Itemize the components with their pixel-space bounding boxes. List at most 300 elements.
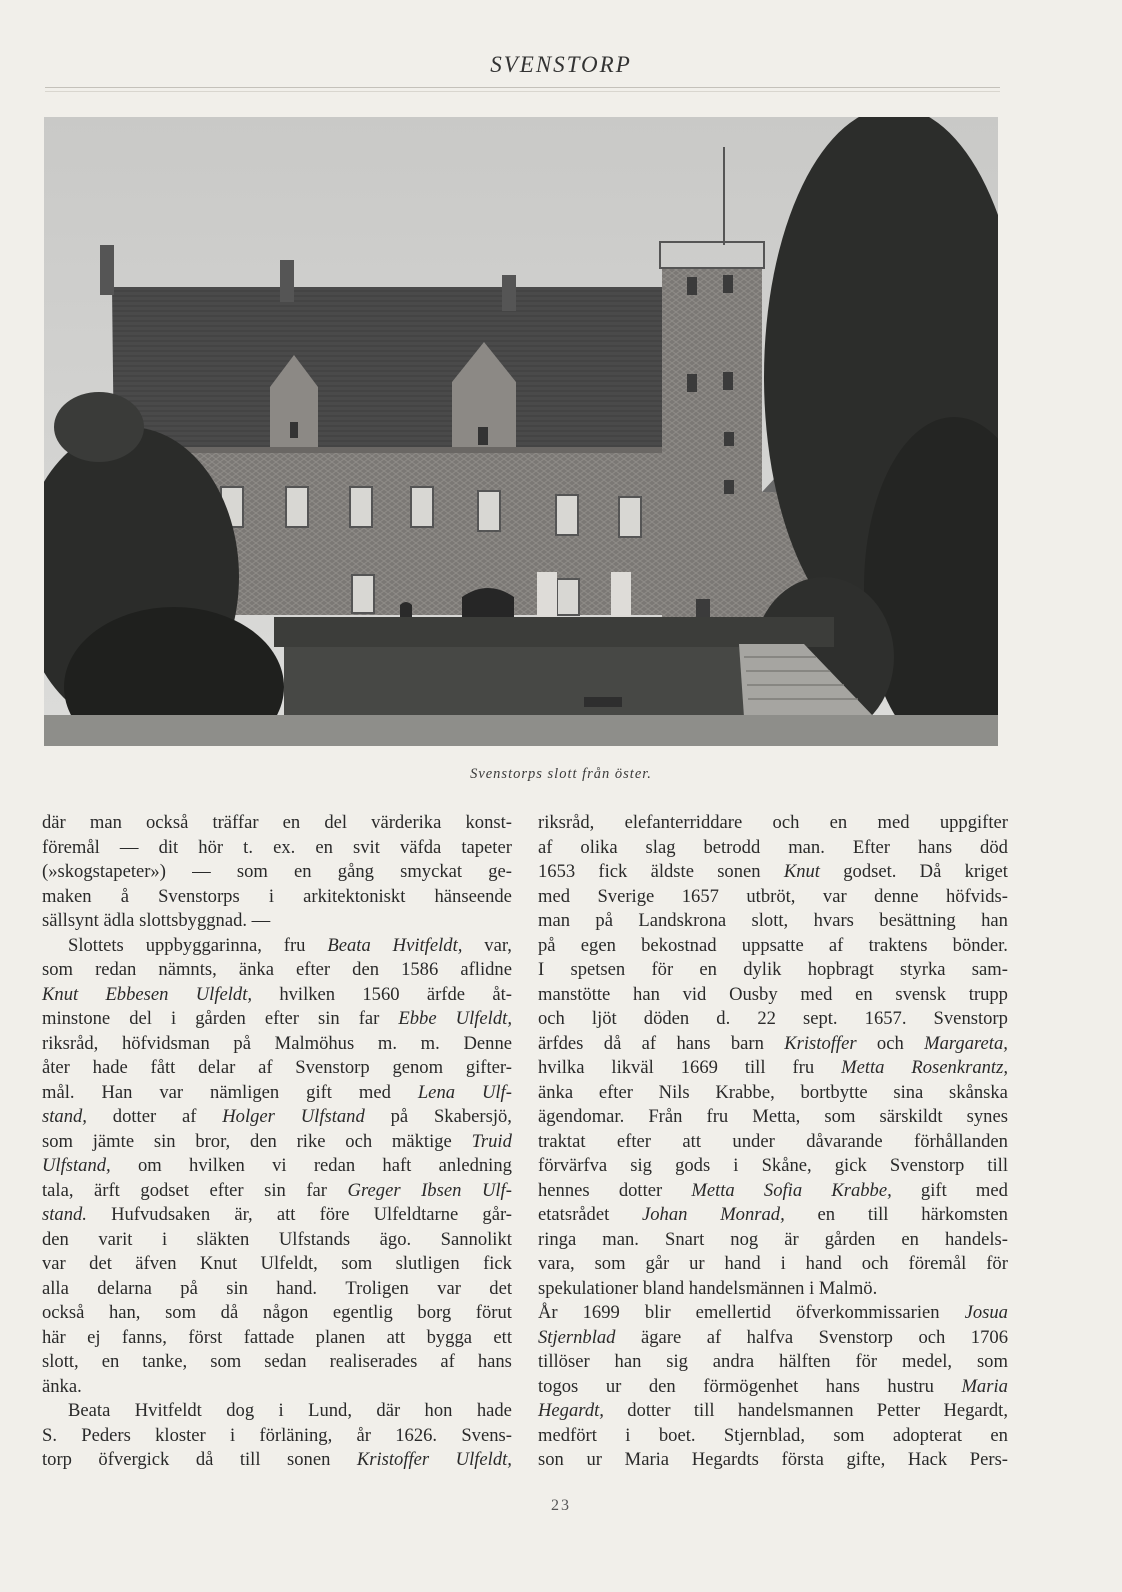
word: efter (209, 1179, 244, 1201)
word: kloster (155, 1424, 206, 1446)
word: den (249, 1130, 277, 1152)
word: med (538, 885, 571, 907)
word: i (809, 1277, 815, 1299)
word: varit (98, 1228, 133, 1250)
italic-word: Maria (961, 1375, 1008, 1397)
word: etatsrådet (538, 1204, 610, 1225)
word: haft (382, 1155, 412, 1176)
italic-word: Ulfeldt, (455, 1008, 512, 1029)
word: handels- (944, 1228, 1008, 1250)
word: spetsen (570, 959, 626, 980)
word: hvars (813, 910, 854, 931)
italic-word: stand. (42, 1204, 87, 1225)
word: och (538, 1008, 565, 1029)
word: Denne (463, 1032, 512, 1054)
word: 1560 (362, 983, 400, 1005)
word: hade (476, 1400, 512, 1421)
word: förut (475, 1302, 512, 1323)
word: blir (644, 1302, 671, 1323)
italic-word: Ulfeldt, (195, 983, 253, 1005)
italic-word: Beata (327, 934, 371, 956)
word: går- (482, 1204, 512, 1225)
word: sonen (286, 1449, 331, 1470)
word: ägare (640, 1326, 682, 1348)
word: hustru (887, 1375, 934, 1397)
text-line (538, 1056, 1008, 1081)
word: betrodd (703, 836, 761, 858)
word: sin (153, 1130, 176, 1152)
word: hans (477, 1351, 512, 1372)
word: första (781, 1449, 824, 1470)
word: döden (643, 1008, 690, 1029)
word: på (390, 1106, 409, 1127)
word: öfverkommissarien (796, 1302, 940, 1323)
italic-word: Krabbe, (831, 1179, 892, 1201)
word: i (625, 1424, 631, 1446)
word: Nils (658, 1081, 690, 1103)
castle-photograph (44, 117, 998, 746)
word: efter (296, 959, 331, 980)
text-line (538, 1399, 1008, 1424)
word: slag (645, 836, 676, 858)
word: Efter (852, 836, 891, 858)
word: besättning (879, 910, 956, 931)
word: Då (919, 861, 942, 882)
word: med (800, 983, 833, 1005)
word: gift (306, 1081, 332, 1103)
word: tapeter (461, 836, 512, 858)
word: en (699, 959, 717, 980)
word: Sverige (597, 885, 655, 907)
word: denne (874, 885, 919, 907)
word: emellertid (695, 1302, 772, 1323)
word: medel, (901, 1351, 953, 1372)
word: före (319, 1204, 350, 1225)
word: Pers- (969, 1449, 1008, 1470)
word: för (855, 1351, 878, 1372)
text-line (538, 1326, 1008, 1351)
word: ärfdes (538, 1032, 584, 1054)
word: i (171, 1008, 177, 1029)
word: till (987, 1155, 1008, 1176)
word: som (165, 1302, 197, 1323)
text-line (538, 1032, 1008, 1057)
word: trupp (968, 983, 1008, 1005)
word: hans (676, 1032, 711, 1054)
word: Beata (68, 1400, 111, 1421)
word: efter (598, 1081, 633, 1103)
italic-word: Hvitfeldt, (392, 934, 463, 956)
header-rule-secondary (45, 91, 1000, 92)
text-line (538, 836, 1008, 861)
word: det (489, 1277, 512, 1299)
word: som (976, 1351, 1008, 1372)
word: ädla (103, 910, 135, 931)
text-line (42, 1448, 512, 1473)
word: vid (682, 983, 707, 1005)
word: af (538, 836, 553, 858)
word: riksråd, (538, 812, 595, 833)
text-line (42, 958, 512, 983)
text-line (538, 1228, 1008, 1253)
word: egen (580, 934, 616, 956)
word: hans (917, 836, 953, 858)
word: dotter (618, 1179, 663, 1201)
word: uppbyggarinna, (145, 934, 262, 956)
italic-word: Ulf- (481, 1179, 512, 1201)
word: det (89, 1253, 112, 1274)
text-line (42, 1179, 512, 1204)
word: del (324, 812, 348, 833)
word: dåvarande (806, 1130, 883, 1152)
word: torp (42, 1449, 72, 1470)
word: dotter (112, 1106, 157, 1127)
word: föremål (42, 836, 100, 858)
word: Svenstorps (158, 885, 240, 907)
italic-word: Greger (347, 1179, 401, 1201)
word: var (159, 1081, 184, 1103)
word: hand (805, 1253, 842, 1274)
word: är, (234, 1204, 253, 1225)
word: medfört (538, 1424, 597, 1446)
italic-word: Stjernblad (538, 1326, 616, 1348)
word: ärfde (426, 983, 466, 1005)
word: styrka (900, 959, 946, 980)
word: förläning, (259, 1424, 333, 1446)
word: nämnts, (158, 959, 217, 980)
word: utbröt, (746, 885, 796, 907)
italic-word: Ebbesen (105, 983, 169, 1005)
word: på (538, 934, 556, 956)
word: sam- (971, 959, 1008, 980)
word: hvilka (538, 1057, 585, 1078)
word: planen (315, 1326, 366, 1348)
italic-word: Ulfstand, (42, 1155, 111, 1176)
word: man. (788, 836, 825, 858)
word: borg (417, 1302, 452, 1323)
word: släkten (196, 1228, 250, 1250)
word: där (376, 1400, 401, 1421)
word: att (386, 1326, 406, 1348)
word: Svenstorp (295, 1057, 370, 1078)
word: ärft (94, 1179, 120, 1201)
word: i (268, 885, 274, 907)
word: Ulfeldt, (260, 1253, 318, 1274)
word: bror, (195, 1130, 231, 1152)
word: slutligen (395, 1253, 460, 1274)
word: till (867, 1204, 889, 1225)
word: skånska (949, 1081, 1008, 1103)
word: Svenstorp (818, 1326, 893, 1348)
word: gifter- (465, 1057, 512, 1078)
word: 1669 (680, 1057, 718, 1078)
word: S. (42, 1424, 57, 1446)
word: Maria (624, 1449, 670, 1470)
italic-word: Holger (222, 1106, 275, 1127)
word: fru (792, 1057, 815, 1078)
word: man (538, 910, 571, 931)
word: aflidne (460, 959, 512, 980)
word: en (817, 1204, 836, 1225)
word: höfvidsman (121, 1032, 210, 1054)
word: tanke, (142, 1351, 188, 1372)
word: del (129, 1008, 152, 1029)
text-line (538, 1301, 1008, 1326)
word: han (633, 983, 660, 1005)
word: hade (92, 1057, 128, 1078)
word: År (538, 1302, 558, 1323)
text-line (42, 1375, 512, 1400)
word: Metta, (752, 1106, 801, 1127)
text-line (538, 1007, 1008, 1032)
left-text-column (42, 811, 512, 1473)
word: en (990, 1424, 1008, 1446)
word: bygga (426, 1326, 473, 1348)
word: också (145, 812, 189, 833)
word: åter (42, 1057, 70, 1078)
word: dylik (743, 959, 782, 980)
word: på (180, 1277, 198, 1299)
word: som (594, 1253, 626, 1274)
word: son (538, 1449, 564, 1470)
italic-word: Kristoffer (784, 1032, 857, 1054)
right-text-column (538, 811, 1008, 1473)
word: till (744, 1057, 766, 1078)
word: i (733, 1155, 739, 1176)
word: kriget (964, 861, 1008, 882)
word: änka (538, 1081, 574, 1103)
word: på (233, 1032, 251, 1054)
text-line (42, 836, 512, 861)
word: förhållanden (914, 1130, 1008, 1152)
text-line (42, 1105, 512, 1130)
word: halfva (746, 1326, 794, 1348)
word: Hegardts (691, 1449, 759, 1470)
text-line (538, 1081, 1008, 1106)
word: under (732, 1130, 775, 1152)
word: den (648, 1375, 676, 1397)
word: hör (198, 836, 224, 858)
word: Svenstorp (889, 1155, 965, 1176)
word: som (833, 1424, 865, 1446)
italic-word: Johan (641, 1204, 688, 1225)
word: rike (296, 1130, 326, 1152)
word: äldste (650, 861, 694, 882)
italic-word: Ulfstand (300, 1106, 365, 1127)
word: bortbytte (800, 1081, 868, 1103)
word: dit (158, 836, 179, 858)
word: af (828, 934, 844, 956)
text-line (538, 1105, 1008, 1130)
word: Malmö. (818, 1277, 878, 1299)
word: sin (226, 1277, 248, 1299)
word: anledning (438, 1155, 512, 1176)
word: Petter (876, 1400, 921, 1421)
word: ringa (538, 1228, 577, 1250)
word: I (538, 959, 545, 980)
word: en (282, 812, 301, 833)
text-line (42, 885, 512, 910)
word: sin (317, 1008, 340, 1029)
word: andra (712, 1351, 755, 1372)
word: Skabersjö, (433, 1106, 512, 1127)
word: först (188, 1326, 223, 1348)
word: med (975, 1179, 1008, 1201)
word: en (901, 1228, 919, 1250)
word: föremål (908, 1253, 967, 1274)
text-line (538, 1130, 1008, 1155)
text-line (42, 1424, 512, 1449)
word: riksråd, (42, 1032, 99, 1054)
word: Troligen (345, 1277, 409, 1299)
word: Knut (199, 1253, 238, 1274)
word: träffar (212, 812, 259, 833)
word: en (855, 983, 873, 1005)
word: m. (377, 1032, 397, 1054)
word: — (251, 910, 271, 931)
word: svensk (895, 983, 946, 1005)
word: man. (602, 1228, 639, 1250)
word: och (918, 1326, 946, 1348)
word: och (345, 1130, 373, 1152)
word: 1586 (401, 959, 439, 980)
word: handelsmannen (737, 1400, 854, 1421)
word: ur (605, 1375, 622, 1397)
word: att (682, 1130, 701, 1152)
word: han (981, 910, 1008, 931)
word: en (101, 1351, 120, 1372)
text-line (42, 1277, 512, 1302)
text-line (42, 1399, 512, 1424)
word: fru (283, 934, 306, 956)
word: som (341, 1253, 373, 1274)
word: öfvergick (98, 1449, 170, 1470)
word: konst- (465, 812, 512, 833)
word: (»skogstapeter») (42, 861, 166, 882)
word: och (772, 812, 800, 833)
word: Stjernblad, (723, 1424, 805, 1446)
word: om (137, 1155, 162, 1176)
word: fru (706, 1106, 729, 1127)
word: far (358, 1008, 380, 1029)
word: då (603, 1032, 622, 1054)
word: alla (42, 1277, 69, 1299)
word: och (876, 1032, 904, 1054)
word: af (706, 1326, 722, 1348)
word: fått (150, 1057, 176, 1078)
text-line (538, 1203, 1008, 1228)
word: förvärfva (538, 1155, 608, 1176)
word: arkitektoniskt (303, 885, 406, 907)
word: å (120, 885, 129, 907)
word: hvilken (189, 1155, 245, 1176)
word: bland (642, 1277, 685, 1299)
text-line (42, 909, 512, 934)
word: slottsbyggnad. (139, 910, 248, 931)
word: t. (243, 836, 253, 858)
word: Landskrona (638, 910, 727, 931)
text-line (42, 1154, 512, 1179)
word: maken (42, 885, 92, 907)
word: sällsynt (42, 910, 99, 931)
word: med (358, 1081, 391, 1103)
word: sig (630, 1155, 652, 1176)
word: bönder. (952, 934, 1008, 956)
word: han, (108, 1302, 141, 1323)
italic-word: Margareta, (924, 1032, 1008, 1054)
text-line (42, 1350, 512, 1375)
text-line (42, 811, 512, 836)
italic-word: Knut (783, 861, 820, 882)
word: 1706 (970, 1326, 1008, 1348)
word: vi (272, 1155, 287, 1176)
word: — (119, 836, 139, 858)
word: af (181, 1106, 197, 1127)
word: mål. (42, 1081, 75, 1103)
word: ägendomar. (538, 1106, 625, 1127)
text-line (42, 1301, 512, 1326)
word: hennes (538, 1179, 590, 1201)
word: uppsatte (741, 934, 804, 956)
word: ur (586, 1449, 602, 1470)
word: gift (920, 1179, 947, 1201)
word: att (276, 1204, 296, 1225)
word: Hufvudsaken (111, 1204, 211, 1225)
word: för (986, 1253, 1008, 1274)
word: åt- (492, 983, 512, 1005)
word: till (239, 1449, 261, 1470)
word: man (89, 812, 122, 833)
text-line (42, 1081, 512, 1106)
word: någon (262, 1302, 309, 1323)
word: Svens- (461, 1424, 512, 1446)
italic-word: Metta (841, 1057, 885, 1078)
word: jämte (92, 1130, 135, 1152)
word: gården (824, 1228, 876, 1250)
text-line (538, 958, 1008, 983)
word: är (784, 1228, 799, 1250)
word: Ulfstands (278, 1228, 351, 1250)
text-line (538, 1424, 1008, 1449)
text-line (42, 1326, 512, 1351)
word: som (824, 1106, 856, 1127)
word: olika (580, 836, 618, 858)
word: sig (666, 1351, 688, 1372)
word: härkomsten (921, 1204, 1008, 1225)
word: Ulfeldtarne (373, 1204, 459, 1225)
text-line (538, 1448, 1008, 1473)
word: dog (226, 1400, 255, 1421)
word: var (437, 1277, 461, 1299)
running-header: SVENSTORP (490, 52, 632, 77)
word: likväl (611, 1057, 654, 1078)
text-line (538, 1375, 1008, 1400)
text-line (538, 934, 1008, 959)
text-line (42, 1007, 512, 1032)
word: i (161, 1228, 168, 1250)
word: far (306, 1179, 327, 1201)
word: änka. (42, 1375, 82, 1397)
word: Lund, (308, 1400, 352, 1421)
word: af (258, 1057, 273, 1078)
word: redan (95, 959, 137, 980)
word: dotter (627, 1400, 671, 1421)
word: Ousby (729, 983, 778, 1005)
text-line (42, 983, 512, 1008)
word: var (822, 885, 847, 907)
word: då (195, 1449, 214, 1470)
word: som (42, 1130, 73, 1152)
